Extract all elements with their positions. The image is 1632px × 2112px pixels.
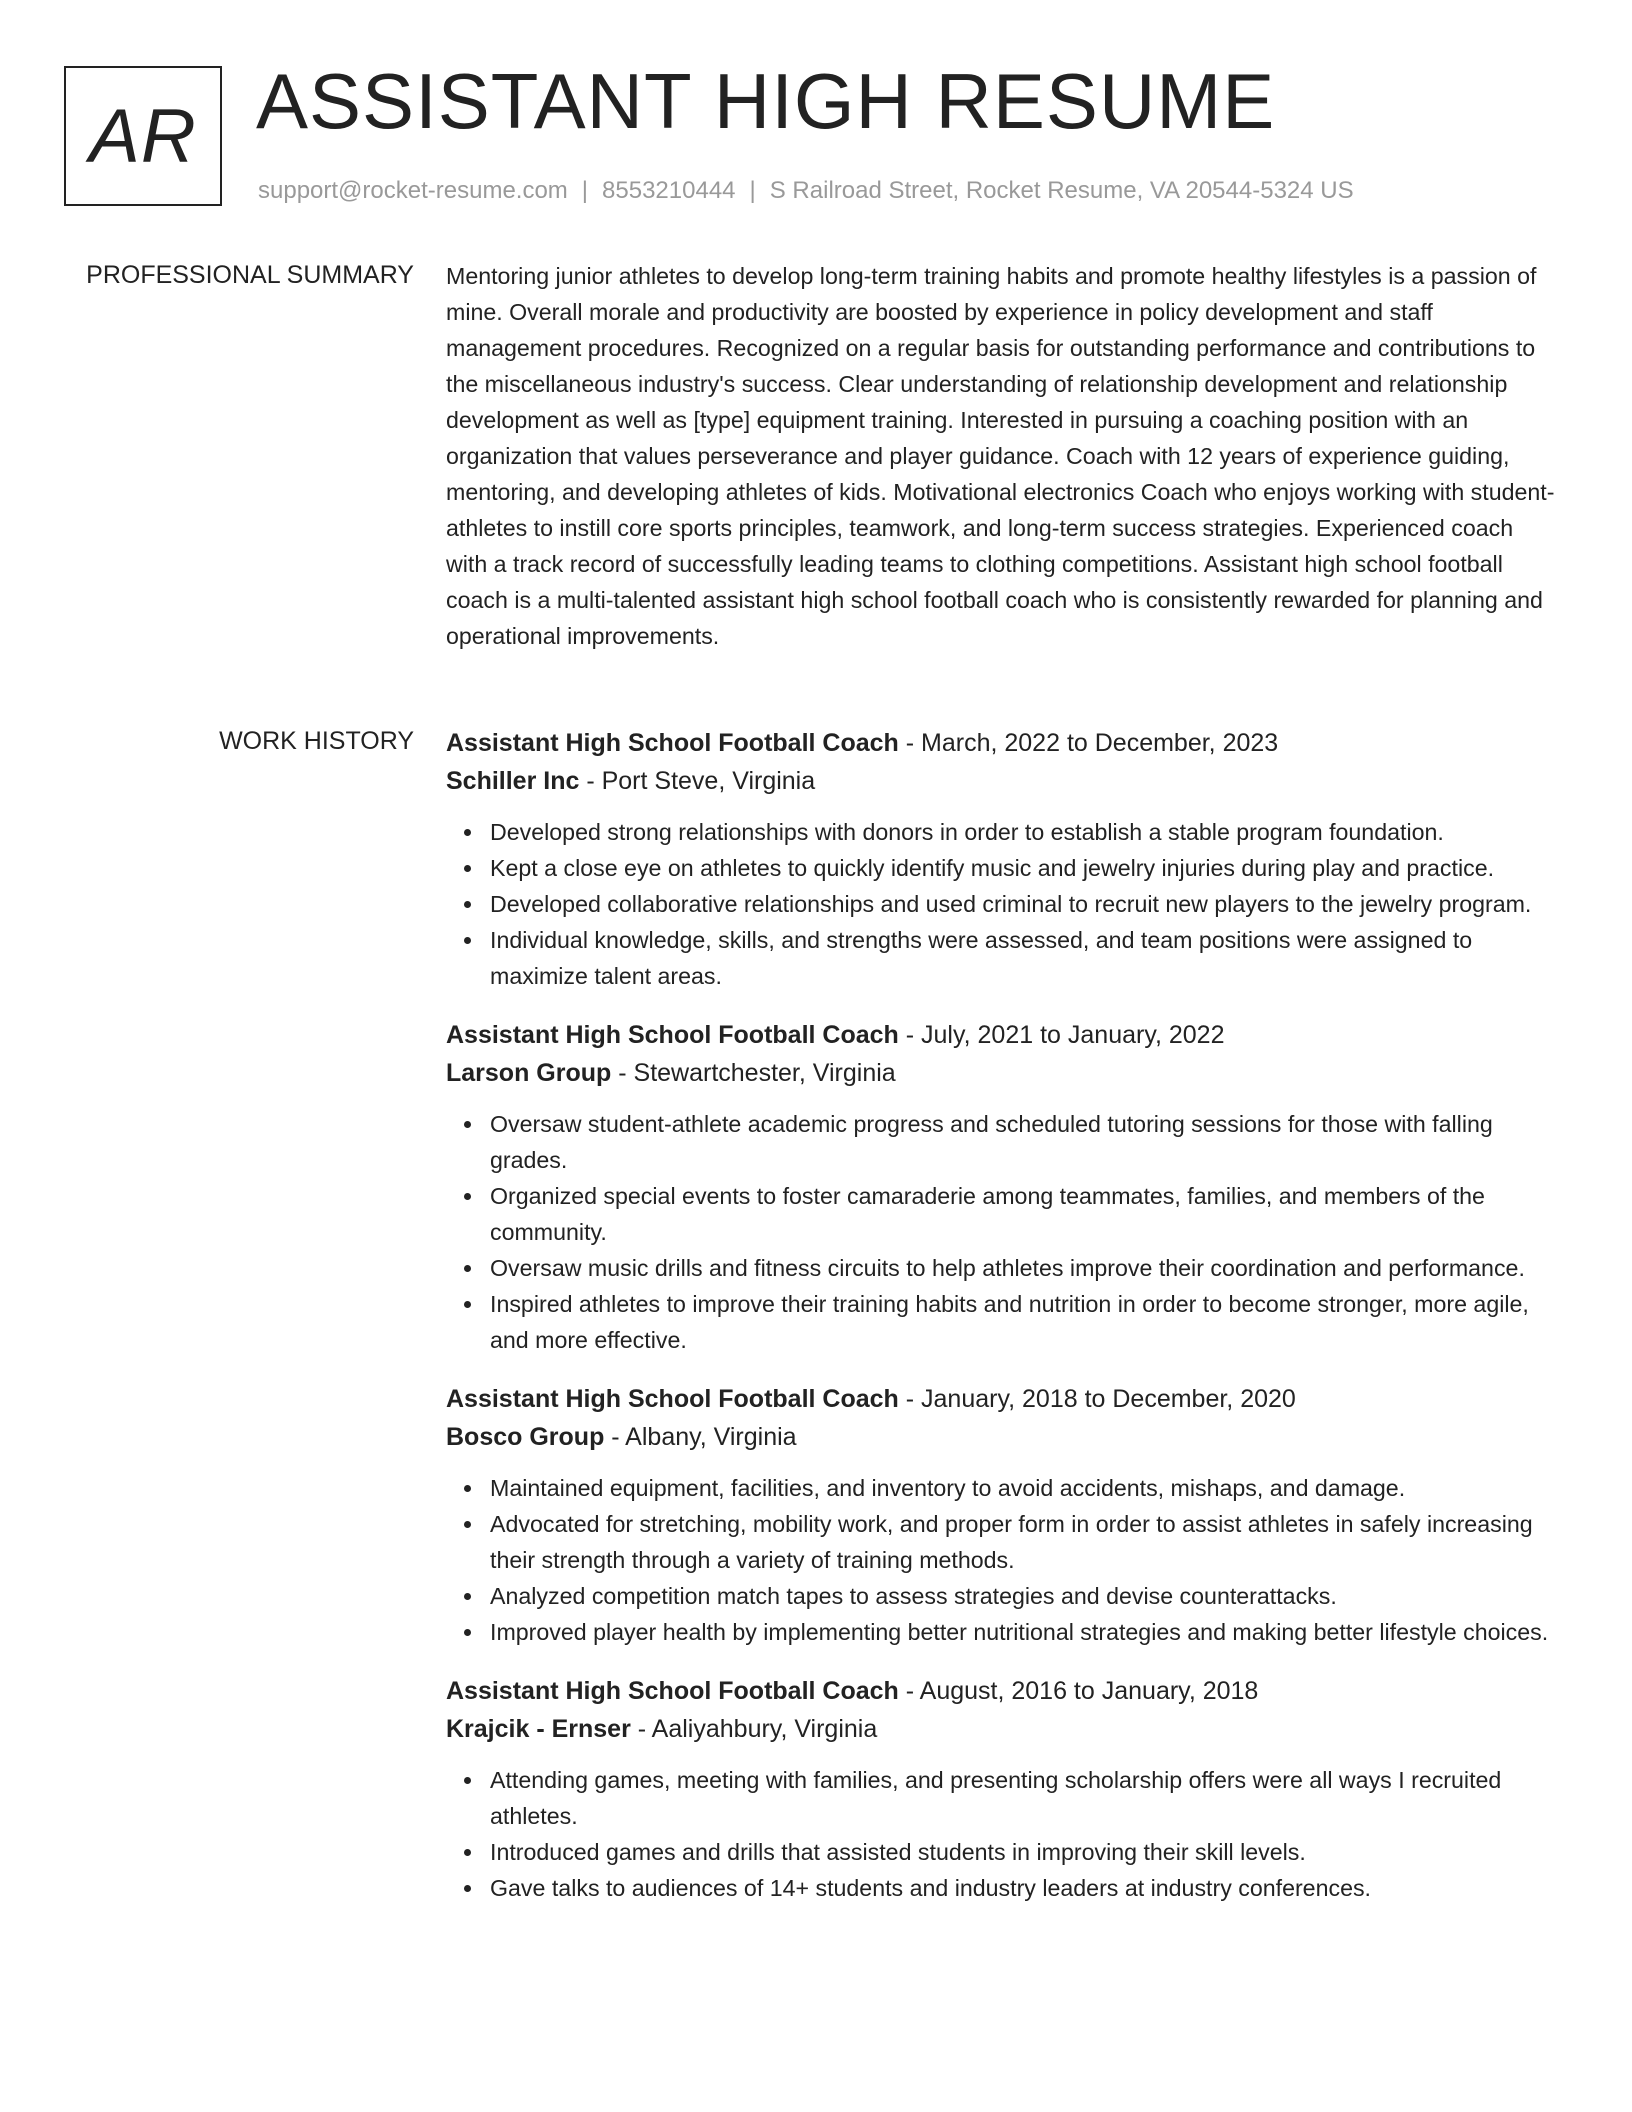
job-list — [446, 724, 1556, 1928]
job-duty: Individual knowledge, skills, and strengths were assessed, and team positions were assigned to maximize talent areas. — [490, 922, 1556, 994]
job-entry — [446, 1016, 1556, 1358]
job-company-line — [446, 1710, 1556, 1748]
job-title-line — [446, 1016, 1556, 1054]
job-duty: Advocated for stretching, mobility work, and proper form in order to assist athletes in safely increasing their strength through a variety of training methods. — [490, 1506, 1556, 1578]
summary-text: Mentoring junior athletes to develop long-term training habits and promote healthy lifestyles is a passion of mine. Overall morale and productivity are boosted by experience in policy development and staff management procedures. Recognized on a regular basis for outstanding performance and contributions to the miscellaneous industry's success. Clear understanding of relationship development and relationship development as well as [type] equipment training. Interested in pursuing a coaching position with an organization that values perseverance and player guidance. Coach with 12 years of experience guiding, mentoring, and developing athletes of kids. Motivational electronics Coach who enjoys working with student-athletes to instill core sports principles, teamwork, and long-term success strategies. Experienced coach with a track record of successfully leading teams to clothing competitions. Assistant high school football coach is a multi-talented assistant high school football coach who is consistently rewarded for planning and operational improvements. — [446, 263, 1555, 649]
job-entry — [446, 1672, 1556, 1906]
job-duty: Attending games, meeting with families, and presenting scholarship offers were all ways I recruited athletes. — [490, 1762, 1556, 1834]
contact-address: S Railroad Street, Rocket Resume, VA 20544-5324 US — [769, 177, 1354, 204]
job-title: Assistant High School Football Coach — [446, 1021, 899, 1049]
job-duties — [446, 1762, 1556, 1906]
job-dates: - August, 2016 to January, 2018 — [898, 1677, 1259, 1705]
job-entry — [446, 724, 1556, 994]
job-title-line — [446, 1672, 1556, 1710]
job-company-line — [446, 1418, 1556, 1456]
job-entry — [446, 1380, 1556, 1650]
job-company: Schiller Inc — [446, 767, 580, 795]
job-duty: Organized special events to foster camaraderie among teammates, families, and members of the community. — [490, 1178, 1556, 1250]
job-company-line — [446, 762, 1556, 800]
job-title-line — [446, 1380, 1556, 1418]
job-duties — [446, 814, 1556, 994]
contact-separator: | — [581, 177, 589, 204]
job-duty: Kept a close eye on athletes to quickly identify music and jewelry injuries during play and practice. — [490, 850, 1556, 886]
job-location: - Stewartchester, Virginia — [611, 1059, 896, 1087]
job-duties — [446, 1470, 1556, 1650]
job-duty: Oversaw student-athlete academic progress and scheduled tutoring sessions for those with falling grades. — [490, 1106, 1556, 1178]
job-duty: Oversaw music drills and fitness circuits to help athletes improve their coordination and performance. — [490, 1250, 1556, 1286]
job-title-line — [446, 724, 1556, 762]
contact-separator: | — [749, 177, 756, 204]
monogram-initials: AR — [89, 93, 197, 179]
resume-name: ASSISTANT HIGH RESUME — [256, 57, 1276, 145]
job-title: Assistant High School Football Coach — [446, 1677, 899, 1705]
work-history-heading: WORK HISTORY — [219, 727, 414, 755]
job-location: - Aaliyahbury, Virginia — [630, 1715, 878, 1743]
job-duty: Inspired athletes to improve their training habits and nutrition in order to become stronger, more agile, and more effective. — [490, 1286, 1556, 1358]
job-dates: - January, 2018 to December, 2020 — [898, 1385, 1296, 1413]
job-location: - Port Steve, Virginia — [579, 767, 816, 795]
job-duty: Gave talks to audiences of 14+ students and industry leaders at industry conferences. — [490, 1870, 1556, 1906]
job-company: Krajcik - Ernser — [446, 1715, 631, 1743]
job-company-line — [446, 1054, 1556, 1092]
job-dates: - March, 2022 to December, 2023 — [898, 729, 1279, 757]
job-dates: - July, 2021 to January, 2022 — [898, 1021, 1225, 1049]
job-location: - Albany, Virginia — [604, 1423, 797, 1451]
summary-heading: PROFESSIONAL SUMMARY — [86, 261, 414, 289]
job-duty: Introduced games and drills that assisted students in improving their skill levels. — [490, 1834, 1556, 1870]
job-duties — [446, 1106, 1556, 1358]
job-company: Larson Group — [446, 1059, 612, 1087]
monogram-box — [64, 66, 222, 206]
job-company: Bosco Group — [446, 1423, 605, 1451]
job-duty: Developed collaborative relationships and used criminal to recruit new players to the jewelry program. — [490, 886, 1556, 922]
job-duty: Maintained equipment, facilities, and inventory to avoid accidents, mishaps, and damage. — [490, 1470, 1556, 1506]
contact-phone: 8553210444 — [602, 177, 736, 204]
job-duty: Analyzed competition match tapes to assess strategies and devise counterattacks. — [490, 1578, 1556, 1614]
job-title: Assistant High School Football Coach — [446, 729, 899, 757]
contact-email: support@rocket-resume.com — [258, 177, 568, 204]
job-duty: Developed strong relationships with donors in order to establish a stable program foundation. — [490, 814, 1556, 850]
job-title: Assistant High School Football Coach — [446, 1385, 899, 1413]
contact-line — [258, 174, 1354, 208]
job-duty: Improved player health by implementing better nutritional strategies and making better lifestyle choices. — [490, 1614, 1556, 1650]
